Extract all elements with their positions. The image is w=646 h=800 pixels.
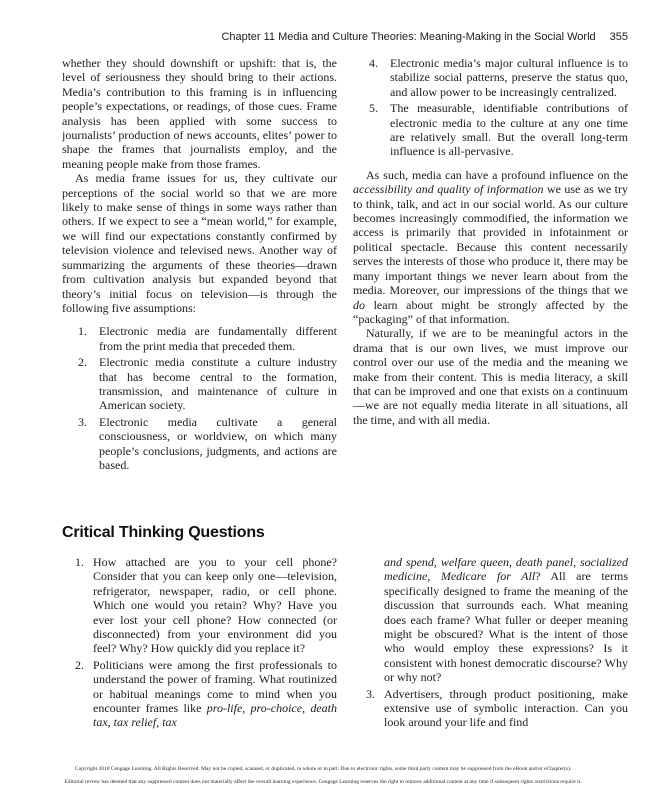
questions-right-column [353, 555, 628, 757]
running-head-title: Chapter 11 Media and Culture Theories: Meaning-Making in the Social World [221, 31, 596, 43]
question-number: 1. [75, 555, 84, 569]
assumption-text: Electronic media are fundamentally different from the print media that preceded them. [99, 324, 337, 353]
question-text: Advertisers, through product positioning, make extensive use of symbolic interaction. Can you look around your life and find [384, 686, 628, 730]
questions-section [62, 555, 628, 757]
section-heading: Critical Thinking Questions [62, 524, 265, 541]
paragraph-media-literacy: Naturally, if we are to be meaningful actors in the drama that is our own lives, we must improve our control over our use of the media and the meaning we make from their content. This is media literacy, a skill that can be improved and one that exists on a continuum—we are not equally media literate in all situations, all the time, and with all media. [353, 326, 628, 427]
left-column [62, 56, 337, 522]
assumption-number: 5. [369, 101, 378, 116]
assumption-number: 2. [78, 355, 87, 370]
text-run: learn about might be strongly affected by the “packaging” of that information. [353, 297, 628, 326]
copyright-line-1: Copyright 2010 Cengage Learning. All Rights Reserved. May not be copied, scanned, or duplicated, in whole or in part. Due to electronic rights, some third party content may be suppressed from the eBook and/or eChapter(s). [74, 766, 572, 772]
assumption-item-5 [353, 101, 628, 159]
italic-text-run: do [353, 297, 365, 312]
assumption-item-4 [353, 56, 628, 99]
assumption-item-2 [62, 355, 337, 413]
text-run: As such, media can have a profound influence on the [366, 167, 628, 182]
right-column [353, 56, 628, 522]
question-number: 3. [366, 686, 375, 701]
assumption-number: 4. [369, 56, 378, 70]
question-text: How attached are you to your cell phone? Consider that you can keep only one—television, refrigerator, newspaper, radio, or cell phone. Which one would you retain? Why? Have you ever lost your cell phone? How connected (or disconnected) from your environment did you feel? Why? How quickly did you replace it? [93, 555, 337, 656]
question-item-3 [353, 687, 628, 730]
italic-text-run: pro-life, pro-choice, death tax, tax relief, tax [93, 701, 337, 730]
italic-text-run: and spend, welfare queen, death panel, socialized medicine, Medicare for All [384, 555, 628, 584]
copyright-footer [20, 763, 626, 789]
text-run: we use as we try to think, talk, and act in our social world. As our culture becomes increasingly commodified, the information we access is primarily that provided in infotainment or political spectacle. Because this content necessarily serves the interests of those who produce it, there may be many important things we never learn about from the media. Moreover, our impressions of the things that we [353, 182, 628, 298]
assumption-number: 3. [78, 414, 87, 429]
paragraph-cultivation: As media frame issues for us, they cultivate our perceptions of the social world so that we are more likely to make sense of things in some ways rather than others. If we expect to see a “mean world,” for example, we will find our expectations constantly confirmed by television violence and televised news. Another way of summarizing the arguments of these theories—drawn from cultivation analysis but expanded beyond that theory’s initial focus on television—is through the following five assumptions: [62, 171, 337, 315]
assumption-item-1 [62, 324, 337, 353]
assumptions-list-right [353, 56, 628, 159]
assumption-text: The measurable, identifiable contributions of electronic media to the culture at any one time are relatively small. But the overall long-term influence is all-pervasive. [390, 101, 628, 159]
italic-text-run: accessibility and quality of information [353, 182, 544, 197]
assumption-text: Electronic media cultivate a general consciousness, or worldview, on which many people’s conclusions, judgments, and actions are based. [99, 414, 337, 472]
page-number: 355 [609, 31, 628, 43]
assumption-text: Electronic media constitute a culture industry that has become central to the formation, transmission, and maintenance of culture in American society. [99, 355, 337, 413]
paragraph-media-influence [353, 168, 628, 326]
assumption-number: 1. [78, 324, 87, 339]
question-number: 2. [75, 657, 84, 672]
question-item-1 [62, 555, 337, 656]
question-text: Politicians were among the first professionals to understand the power of framing. What routinized or habitual meanings come to mind when you encounter frames like [93, 657, 337, 716]
main-text-columns [62, 56, 628, 522]
assumption-item-3 [62, 415, 337, 473]
questions-left-column [62, 555, 337, 757]
running-head [62, 31, 628, 43]
copyright-line-2: Editorial review has deemed that any suppressed content does not materially affect the overall learning experience. Cengage Learning reserves the right to remove additional content at any time if subsequent rights restrictions require it. [64, 779, 582, 785]
assumptions-list-left [62, 324, 337, 472]
assumption-text: Electronic media’s major cultural influence is to stabilize social patterns, preserve the status quo, and allow power to be increasingly centralized. [390, 56, 628, 99]
text-run: ? All are terms specifically designed to frame the meaning of the discussion that surrounds each. What meaning does each frame? What fuller or deeper meaning might be obscured? What is the intent of those who would employ these expressions? Is it consistent with honest democratic discourse? Why or why not? [384, 569, 628, 685]
paragraph-frame-analysis: whether they should downshift or upshift: that is, the level of seriousness they should bring to their actions. Media’s contribution to this framing is in influencing people’s expectations, or readings, of those cues. Frame analysis has been applied with some success to journalists’ production of news accounts, elites’ power to shape the frames that journalists employ, and the meaning people make from those frames. [62, 56, 337, 171]
question-2-continuation [353, 555, 628, 685]
question-item-2 [62, 658, 337, 730]
